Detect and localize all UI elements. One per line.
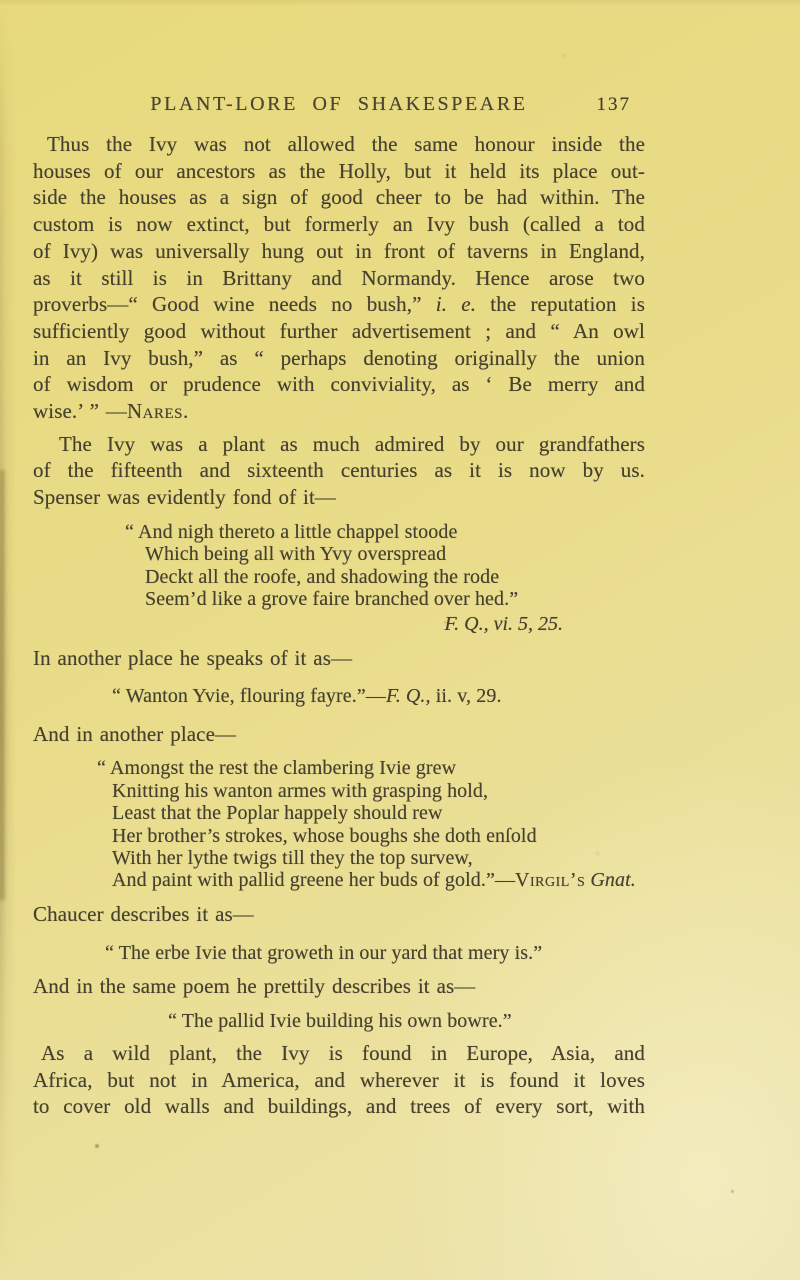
verse-line <box>112 869 645 891</box>
text-line-same-poem: And in the same poem he prettily describes it as— <box>33 973 476 998</box>
author-name-nares: Nares <box>127 399 184 424</box>
text-line: side the houses as a sign of good cheer to be had within. The <box>33 185 645 210</box>
text-line: As a wild plant, the Ivy is found in Europe, Asia, and <box>41 1040 645 1065</box>
text-segment: “ Wanton Yvie, flouring fayre.”— <box>112 685 386 708</box>
text-line <box>33 291 645 318</box>
text-line: of Ivy) was universally hung out in front of taverns in England, <box>33 238 645 263</box>
page-gutter-shadow <box>0 0 16 1280</box>
text-line: sufficiently good without further advertisement ; and “ An owl <box>33 318 645 343</box>
verse-line: With her lythe twigs till they the top survew, <box>112 846 473 869</box>
text-line: of wisdom or prudence with conviviality, as ‘ Be merry and <box>33 372 645 397</box>
text-line: The Ivy was a plant as much admired by our grandfathers <box>59 431 645 456</box>
verse-quote-virgils-gnat <box>33 757 645 891</box>
paragraph-ivy-admired <box>33 431 645 511</box>
verse-line: “ And nigh thereto a little chappel stoode <box>125 520 458 543</box>
text-line: custom is now extinct, but formerly an Ivy bush (called a tod <box>33 212 645 237</box>
page-top-edge-shadow <box>0 0 800 6</box>
text-line: Africa, but not in America, and wherever it is found it loves <box>33 1067 645 1092</box>
text-segment: the reputation is <box>476 292 646 317</box>
text-segment-italic: i. e. <box>435 292 477 317</box>
text-line-speaks: In another place he speaks of it as— <box>33 646 353 671</box>
verse-line: Least that the Poplar happely should rew <box>112 802 443 825</box>
paper-speck <box>563 54 566 57</box>
text-line: houses of our ancestors as the Holly, but it held its place out- <box>33 158 645 183</box>
verse-line: Which being all with Yvy overspread <box>145 543 447 566</box>
paragraph-wild-plant <box>33 1040 645 1120</box>
verse-quote-spenser-1 <box>33 521 645 636</box>
paragraph-ivy-custom <box>33 131 645 425</box>
text-line-chaucer: Chaucer describes it as— <box>33 901 254 926</box>
text-line: in an Ivy bush,” as “ perhaps denoting originally the union <box>33 345 645 370</box>
verse-line: Deckt all the roofe, and shadowing the rode <box>145 565 500 588</box>
verse-line: Her brother’s strokes, whose boughs she doth enſold <box>112 824 537 847</box>
verse-line: “ Amongst the rest the clambering Ivie grew <box>97 757 457 780</box>
text-segment: ii. v, 29. <box>430 685 502 708</box>
text-line: as it still is in Brittany and Normandy. Hence arose two <box>33 265 645 290</box>
text-line: of the fifteenth and sixteenth centuries as it is now by us. <box>33 458 645 483</box>
page-number: 137 <box>596 94 631 115</box>
page-gutter-shadow-dark <box>0 470 7 900</box>
work-title-gnat: Gnat. <box>585 869 636 892</box>
author-name-virgil: Virgil’s <box>515 869 586 892</box>
citation-faerie-queene-1: F. Q., vi. 5, 25. <box>444 613 563 636</box>
text-line: Thus the Ivy was not allowed the same honour inside the <box>47 132 645 156</box>
paper-speck <box>731 1190 734 1193</box>
paper-speck <box>95 1144 99 1148</box>
text-segment: wise.’ ” — <box>33 399 127 424</box>
text-line-another-place: And in another place— <box>33 721 237 746</box>
text-segment: And paint with pallid greene her buds of gold.”— <box>112 869 516 892</box>
citation-faerie-queene-2: F. Q., <box>385 685 431 708</box>
verse-line-wanton <box>112 685 645 707</box>
verse-line-erbe: “ The erbe Ivie that groweth in our yard that mery is.” <box>105 942 543 965</box>
verse-line: Knitting his wanton armes with grasping hold, <box>112 779 489 802</box>
text-segment: proverbs—“ Good wine needs no bush,” <box>33 292 436 317</box>
verse-line-pallid: “ The pallid Ivie building his own bowre.” <box>168 1009 512 1032</box>
text-line: to cover old walls and buildings, and trees of every sort, with <box>33 1094 645 1119</box>
text-segment: . <box>183 399 189 424</box>
running-title: PLANT-LORE OF SHAKESPEARE <box>150 93 528 115</box>
text-line <box>33 398 645 425</box>
page-header <box>33 93 645 113</box>
text-column <box>33 93 645 1120</box>
text-line: Spenser was evidently fond of it— <box>33 485 336 510</box>
verse-line: Seem’d like a grove faire branched over hed.” <box>145 588 519 611</box>
